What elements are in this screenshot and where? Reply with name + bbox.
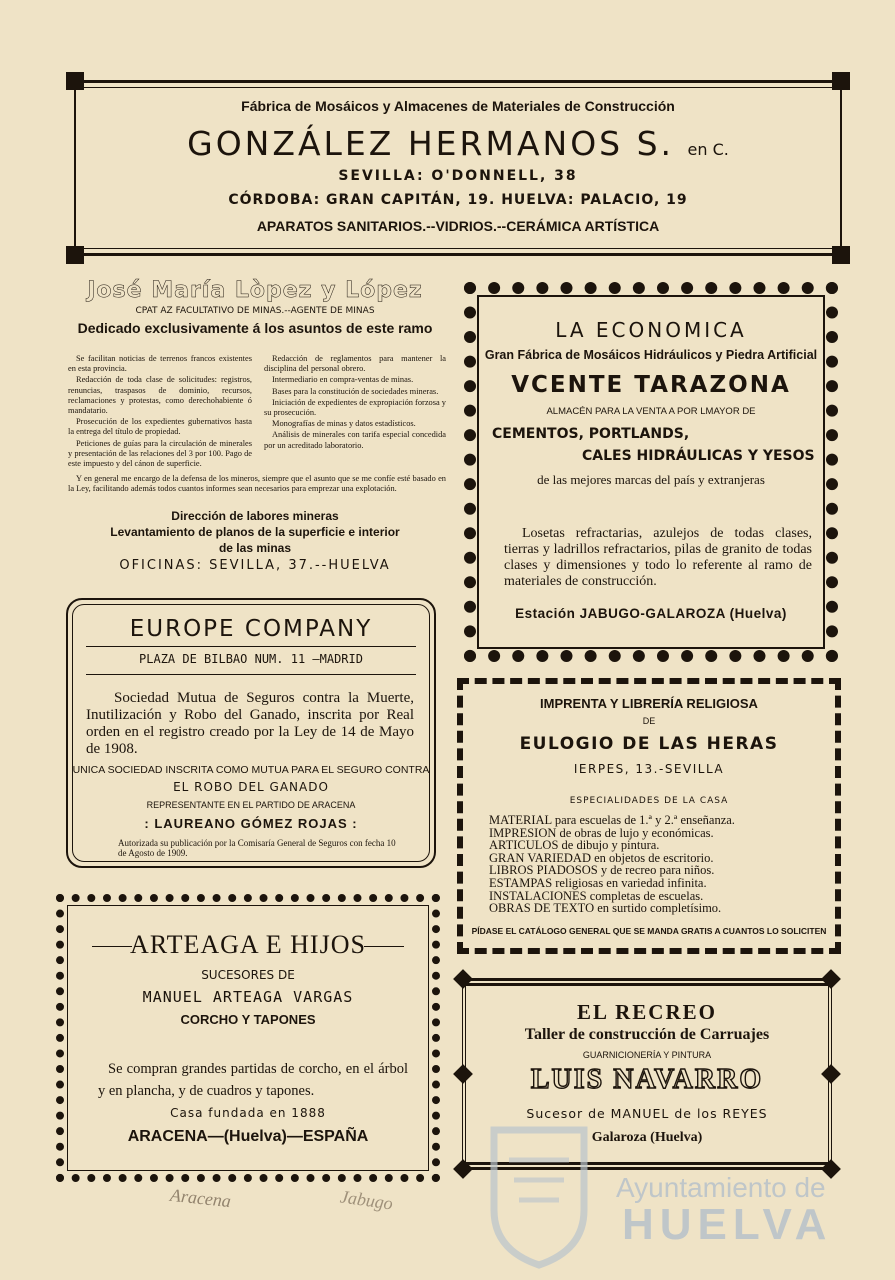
arteaga-advert (56, 894, 440, 1182)
banner-bottom-rule-thin (80, 248, 836, 249)
handwritten-signature: Aracena (169, 1184, 232, 1212)
lopez-service-2: Levantamiento de planos de la superficie e interior (110, 525, 400, 539)
corner-ornament (832, 246, 850, 264)
handwritten-signature: Jabugo (338, 1186, 395, 1214)
recreo-title: EL RECREO (577, 1000, 717, 1024)
imprenta-de: DE (642, 716, 656, 726)
recreo-place: Galaroza (Huelva) (591, 1130, 703, 1145)
lopez-right-paragraph: Iniciación de expedientes de expropiación forzosa y su prosecución. (264, 397, 446, 418)
imprenta-owner: EULOGIO DE LAS HERAS (519, 734, 779, 754)
lopez-subtitle: CPAT AZ FACULTATIVO DE MINAS.--AGENTE DE MINAS (135, 306, 375, 316)
lopez-left-paragraph: Peticiones de guías para la circulación de minerales y presentación de las relaciones del 3 por 100. Pago de este impuesto y del cánon de superficie. (68, 438, 252, 469)
imprenta-advert (457, 678, 841, 954)
arteaga-founder: MANUEL ARTEAGA VARGAS (142, 988, 354, 1006)
lopez-right-column (264, 354, 446, 452)
economica-subtitle-2: ALMACÉN PARA LA VENTA A POR LMAYOR DE (546, 406, 756, 417)
ayuntamiento-watermark (484, 1120, 844, 1270)
list-item: IMPRESION de obras de lujo y económicas. (489, 825, 714, 840)
lopez-services (60, 508, 450, 556)
banner-advert (70, 76, 846, 260)
watermark-line1: Ayuntamiento de (616, 1172, 826, 1203)
lopez-left-column (68, 354, 252, 470)
banner-seville-address: SEVILLA: O'DONNELL, 38 (338, 168, 578, 184)
lopez-advert (60, 278, 450, 578)
banner-bottom-rule (80, 253, 836, 256)
recreo-services: GUARNICIONERÍA Y PINTURA (582, 1050, 712, 1060)
list-item: MATERIAL para escuelas de 1.ª y 2.ª enseñanza. (489, 813, 735, 827)
arteaga-title: ARTEAGA E HIJOS (130, 930, 366, 959)
lopez-right-paragraph: Bases para la constitución de sociedades mineras. (272, 386, 439, 396)
economica-body: Losetas refractarias, azulejos de todas clases, tierras y ladrillos refractarios, pilas de granito de todas clases y dimensiones y todo lo referente al ramo de materiales de construcción. (504, 526, 812, 589)
imprenta-item-list (489, 814, 735, 915)
arteaga-founded: Casa fundada en 1888 (170, 1106, 326, 1120)
europe-agent: : LAUREANO GÓMEZ ROJAS : (144, 816, 358, 831)
lopez-right-paragraph: Redacción de reglamentos para mantener la disciplina del personal obrero. (264, 354, 446, 374)
list-item: ESTAMPAS religiosas en variedad infinita. (489, 875, 707, 890)
lopez-left-paragraph: Redacción de toda clase de solicitudes: registros, renuncias, traspasos de dominio, recursos, reclamaciones y protestas, como derechohabiente ó mandatario. (68, 375, 252, 416)
europe-authorization: Autorizada su publicación por la Comisaría General de Seguros con fecha 10 de Agosto de 1909. (118, 838, 396, 858)
imprenta-chain-bottom (457, 948, 841, 954)
europe-body: Sociedad Mutua de Seguros contra la Muerte, Inutilización y Robo del Ganado, inscrita por Real orden en el registro creado por la Ley de 14 de Mayo de 1908. (86, 690, 414, 757)
lopez-headline: Dedicado exclusivamente á los asuntos de este ramo (77, 320, 433, 336)
lopez-closing (68, 474, 446, 495)
economica-subtitle: Gran Fábrica de Mosáicos Hidráulicos y Piedra Artificial (484, 348, 818, 362)
lopez-right-paragraph: Monografías de minas y datos estadísticos. (272, 419, 416, 429)
banner-company-name (70, 124, 846, 163)
watermark-line2: HUELVA (622, 1200, 833, 1249)
lopez-name: José María Lòpez y López (87, 278, 423, 303)
europe-advert (62, 594, 440, 872)
list-item: ARTICULOS de dibujo y pintura. (489, 838, 660, 853)
economica-station: Estación JABUGO-GALAROZA (Huelva) (515, 606, 787, 621)
corner-ornament (66, 72, 84, 90)
banner-cordoba-address: CÓRDOBA: GRAN CAPITÁN, 19. HUELVA: PALACIO, 19 (228, 192, 688, 208)
lopez-service-3: de las minas (218, 541, 292, 555)
list-item: OBRAS DE TEXTO en surtido completísimo. (489, 901, 722, 916)
europe-title: EUROPE COMPANY (129, 616, 373, 642)
lopez-office: OFICINAS: SEVILLA, 37.--HUELVA (119, 558, 391, 573)
lopez-right-paragraph: Intermediario en compra-ventas de minas. (272, 375, 414, 385)
corner-ornament (66, 246, 84, 264)
company-name-text: GONZÁLEZ HERMANOS S. (187, 124, 675, 163)
banner-top-rule-thin (80, 87, 836, 88)
list-item: INSTALACIONES completas de escuelas. (489, 888, 704, 903)
europe-representative: REPRESENTANTE EN EL PARTIDO DE ARACENA (146, 800, 356, 810)
city-shield-icon (484, 1120, 594, 1270)
lopez-service-1: Dirección de labores mineras (171, 509, 339, 523)
europe-robo: EL ROBO DEL GANADO (173, 780, 329, 794)
company-name-suffix: en C. (687, 140, 729, 159)
europe-address: PLAZA DE BILBAO NUM. 11 —MADRID (139, 652, 363, 666)
imprenta-specialties: ESPECIALIDADES DE LA CASA (569, 796, 729, 806)
economica-title: LA ECONOMICA (555, 318, 747, 342)
banner-products: APARATOS SANITARIOS.--VIDRIOS.--CERÁMICA ARTÍSTICA (256, 218, 660, 234)
arteaga-body: Se compran grandes partidas de corcho, en el árbol y en plancha, y de cuadros y tapones. (98, 1061, 408, 1099)
list-item: LIBROS PIADOSOS y de recreo para niños. (489, 863, 715, 878)
lopez-left-paragraph: Prosecución de los expedientes gubernativos hasta la entrega del título de propiedad. (68, 417, 252, 437)
arteaga-place: ARACENA—(Huelva)—ESPAÑA (127, 1128, 369, 1145)
lopez-right-paragraph: Análisis de minerales con tarifa especial concedida por un acreditado laboratorio. (264, 430, 446, 450)
recreo-successor: Sucesor de MANUEL de los REYES (526, 1106, 768, 1121)
economica-owner: VCENTE TARAZONA (511, 372, 791, 398)
economica-advert (464, 282, 838, 662)
banner-top-rule (80, 80, 836, 83)
recreo-owner: LUIS NAVARRO (530, 1064, 764, 1095)
list-item: GRAN VARIEDAD en objetos de escritorio. (489, 850, 714, 865)
imprenta-address: IERPES, 13.-SEVILLA (573, 762, 725, 776)
imprenta-title: IMPRENTA Y LIBRERÍA RELIGIOSA (540, 696, 758, 711)
imprenta-chain-top (457, 678, 841, 684)
corner-ornament (832, 72, 850, 90)
divider (86, 674, 416, 675)
lopez-left-paragraph: Se facilitan noticias de terrenos francos existentes en esta provincia. (68, 354, 252, 374)
recreo-subtitle: Taller de construcción de Carruajes (524, 1026, 770, 1043)
divider (86, 646, 416, 647)
economica-cales: CALES HIDRÁULICAS Y YESOS (582, 448, 815, 464)
europe-unique: UNICA SOCIEDAD INSCRITA COMO MUTUA PARA EL SEGURO CONTRA (72, 764, 430, 776)
arteaga-subtitle: SUCESORES DE (201, 968, 295, 982)
imprenta-footer: PÍDASE EL CATÁLOGO GENERAL QUE SE MANDA GRATIS A CUANTOS LO SOLICITEN (471, 926, 827, 936)
economica-brands: de las mejores marcas del país y extranjeras (537, 472, 765, 487)
lopez-closing-text: Y en general me encargo de la defensa de los mineros, siempre que el asunto que se me confíe esté basado en la Ley, facilitando además todos cuantos informes sean necesarios para emprezar una explotación. (68, 474, 446, 494)
economica-cements: CEMENTOS, PORTLANDS, (492, 426, 690, 442)
banner-line1: Fábrica de Mosáicos y Almacenes de Materiales de Construcción (241, 98, 675, 114)
arteaga-products: CORCHO Y TAPONES (180, 1012, 316, 1027)
